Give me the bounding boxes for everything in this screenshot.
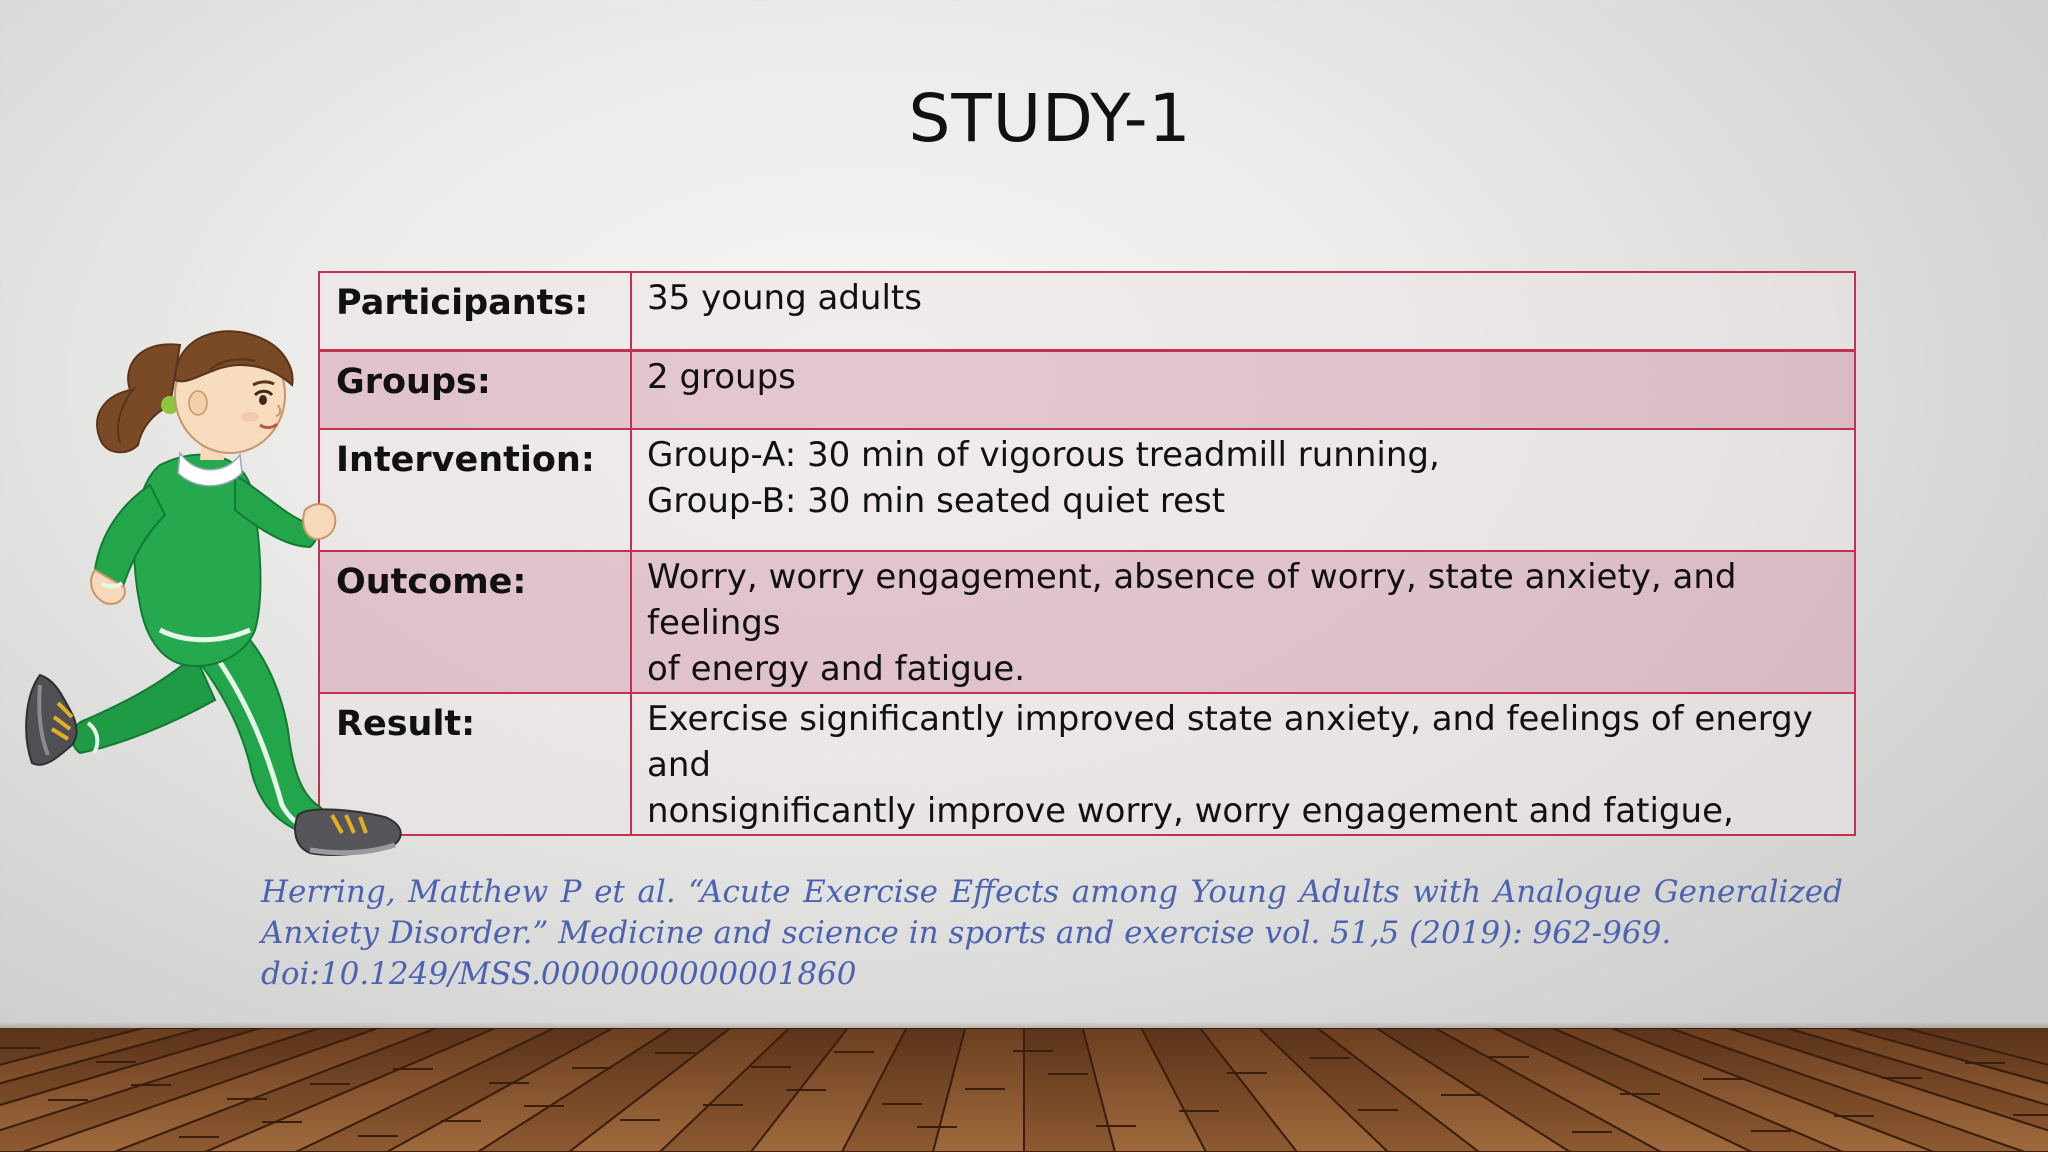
running-girl-illustration (10, 325, 430, 885)
row-value (631, 551, 1855, 693)
citation (261, 872, 1843, 995)
row-value (631, 429, 1855, 551)
table-row (319, 551, 1855, 693)
row-value (631, 272, 1855, 350)
row-label: Groups: (319, 350, 631, 429)
value-line: Group-A: 30 min of vigorous treadmill running, (647, 435, 1440, 475)
row-label: Result: (319, 693, 631, 835)
table-row (319, 693, 1855, 835)
value-line: 35 young adults (647, 278, 922, 318)
study-table (318, 271, 1856, 836)
slide-title: STUDY-1 (908, 80, 1192, 157)
wood-floor (0, 1028, 2048, 1152)
row-label: Intervention: (319, 429, 631, 551)
row-value (631, 693, 1855, 835)
value-line: Group-B: 30 min seated quiet rest (647, 481, 1226, 521)
value-line: 2 groups (647, 356, 796, 397)
value-line: nonsignificantly improve worry, worry engagement and fatigue, (647, 791, 1734, 831)
citation-doi: doi:10.1249/MSS.0000000000001860 (261, 956, 857, 992)
row-label: Participants: (319, 272, 631, 350)
wood-planks (0, 1028, 2048, 1152)
value-line: of energy and fatigue. (647, 649, 1026, 689)
table-row (319, 429, 1855, 551)
row-value (631, 350, 1855, 429)
table-row (319, 272, 1855, 350)
table-row (319, 350, 1855, 429)
citation-text: Herring, Matthew P et al. “Acute Exercise Effects among Young Adults with Analogue Generalized Anxiety Disorder.” Medicine and science in sports and exercise vol. 51,5 (2019): 962-969. (261, 874, 1843, 951)
value-line: Exercise significantly improved state anxiety, and feelings of energy and (647, 699, 1813, 785)
row-label: Outcome: (319, 551, 631, 693)
value-line: Worry, worry engagement, absence of worry, state anxiety, and feelings (647, 557, 1737, 643)
